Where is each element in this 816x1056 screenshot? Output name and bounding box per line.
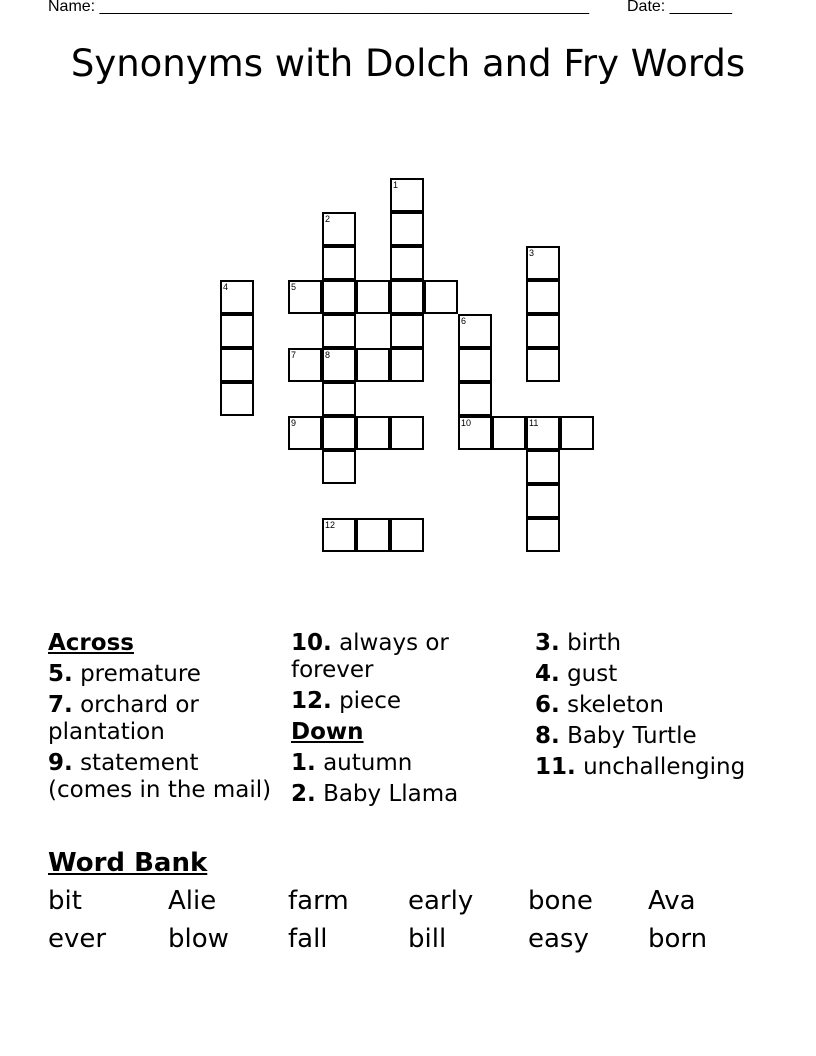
word-bank-item: Ava bbox=[648, 886, 696, 916]
name-field: Name: _______________________________________________________ bbox=[48, 0, 589, 15]
grid-cell[interactable] bbox=[526, 416, 560, 450]
grid-cell[interactable] bbox=[390, 314, 424, 348]
clue-text: orchard or plantation bbox=[48, 692, 199, 745]
grid-cell[interactable] bbox=[526, 484, 560, 518]
grid-cell[interactable] bbox=[322, 382, 356, 416]
grid-cell[interactable] bbox=[390, 348, 424, 382]
clue-text: statement (comes in the mail) bbox=[48, 750, 272, 803]
cell-number: 4 bbox=[223, 282, 229, 292]
clue-text: birth bbox=[567, 630, 622, 656]
cell-number: 2 bbox=[325, 214, 331, 224]
clue-across-9 bbox=[48, 750, 283, 804]
grid-cell[interactable] bbox=[356, 518, 390, 552]
clue-down-8 bbox=[535, 723, 785, 750]
clue-text: gust bbox=[567, 661, 618, 687]
clue-number: 2. bbox=[291, 781, 316, 807]
grid-cell[interactable] bbox=[288, 280, 322, 314]
clue-text: autumn bbox=[323, 750, 413, 776]
clues-column-3 bbox=[535, 630, 785, 785]
clue-number: 11. bbox=[535, 754, 576, 780]
word-bank-item: blow bbox=[168, 924, 229, 954]
clue-text: premature bbox=[80, 661, 201, 687]
grid-cell[interactable] bbox=[356, 348, 390, 382]
grid-cell[interactable] bbox=[322, 314, 356, 348]
grid-cell[interactable] bbox=[458, 348, 492, 382]
grid-cell[interactable] bbox=[526, 348, 560, 382]
clue-down-2 bbox=[291, 781, 526, 808]
clue-text: Baby Llama bbox=[323, 781, 459, 807]
clue-number: 12. bbox=[291, 688, 332, 714]
cell-number: 6 bbox=[461, 316, 467, 326]
grid-cell[interactable] bbox=[390, 178, 424, 212]
grid-cell[interactable] bbox=[390, 212, 424, 246]
grid-cell[interactable] bbox=[526, 518, 560, 552]
clue-number: 6. bbox=[535, 692, 560, 718]
clue-across-5 bbox=[48, 661, 283, 688]
date-field: Date: _______ bbox=[627, 0, 732, 15]
grid-cell[interactable] bbox=[458, 314, 492, 348]
word-bank-item: born bbox=[648, 924, 708, 954]
grid-cell[interactable] bbox=[288, 348, 322, 382]
grid-cell[interactable] bbox=[390, 518, 424, 552]
cell-number: 9 bbox=[291, 418, 297, 428]
cell-number: 10 bbox=[461, 418, 472, 428]
grid-cell[interactable] bbox=[220, 382, 254, 416]
grid-cell[interactable] bbox=[220, 348, 254, 382]
word-bank-item: bit bbox=[48, 886, 82, 916]
down-heading: Down bbox=[291, 719, 364, 745]
page-title: Synonyms with Dolch and Fry Words bbox=[70, 42, 746, 85]
word-bank-item: bone bbox=[528, 886, 593, 916]
word-bank-item: bill bbox=[408, 924, 447, 954]
grid-cell[interactable] bbox=[526, 314, 560, 348]
word-bank-item: fall bbox=[288, 924, 328, 954]
word-bank-item: Alie bbox=[168, 886, 217, 916]
clue-text: Baby Turtle bbox=[567, 723, 697, 749]
grid-cell[interactable] bbox=[390, 246, 424, 280]
grid-cell[interactable] bbox=[390, 416, 424, 450]
grid-cell[interactable] bbox=[322, 348, 356, 382]
grid-cell[interactable] bbox=[322, 212, 356, 246]
grid-cell[interactable] bbox=[322, 518, 356, 552]
grid-cell[interactable] bbox=[356, 280, 390, 314]
clue-across-10 bbox=[291, 630, 526, 684]
grid-cell[interactable] bbox=[526, 280, 560, 314]
clues-column-1 bbox=[48, 630, 283, 808]
clue-across-12 bbox=[291, 688, 526, 715]
across-heading: Across bbox=[48, 630, 134, 656]
clue-number: 1. bbox=[291, 750, 316, 776]
clue-number: 4. bbox=[535, 661, 560, 687]
word-bank-item: easy bbox=[528, 924, 589, 954]
grid-cell[interactable] bbox=[220, 280, 254, 314]
grid-cell[interactable] bbox=[492, 416, 526, 450]
cell-number: 5 bbox=[291, 282, 297, 292]
grid-cell[interactable] bbox=[322, 246, 356, 280]
grid-cell[interactable] bbox=[356, 416, 390, 450]
grid-cell[interactable] bbox=[526, 450, 560, 484]
clue-down-6 bbox=[535, 692, 785, 719]
grid-cell[interactable] bbox=[458, 382, 492, 416]
grid-cell[interactable] bbox=[220, 314, 254, 348]
grid-cell[interactable] bbox=[560, 416, 594, 450]
grid-cell[interactable] bbox=[424, 280, 458, 314]
clue-number: 5. bbox=[48, 661, 73, 687]
cell-number: 7 bbox=[291, 350, 297, 360]
grid-cell[interactable] bbox=[288, 416, 322, 450]
clue-number: 3. bbox=[535, 630, 560, 656]
clue-down-11 bbox=[535, 754, 785, 781]
word-bank-item: farm bbox=[288, 886, 349, 916]
grid-cell[interactable] bbox=[458, 416, 492, 450]
clue-across-7 bbox=[48, 692, 283, 746]
cell-number: 11 bbox=[529, 418, 539, 428]
clues-column-2 bbox=[291, 630, 526, 812]
word-bank-item: early bbox=[408, 886, 474, 916]
clue-down-3 bbox=[535, 630, 785, 657]
word-bank-title: Word Bank bbox=[48, 848, 208, 878]
clue-number: 10. bbox=[291, 630, 332, 656]
cell-number: 1 bbox=[393, 180, 399, 190]
clue-number: 9. bbox=[48, 750, 73, 776]
clue-text: always or forever bbox=[291, 630, 449, 683]
grid-cell[interactable] bbox=[526, 246, 560, 280]
clue-down-4 bbox=[535, 661, 785, 688]
cell-number: 8 bbox=[325, 350, 331, 360]
grid-cell[interactable] bbox=[322, 450, 356, 484]
clue-text: skeleton bbox=[567, 692, 664, 718]
grid-cell[interactable] bbox=[390, 280, 424, 314]
clue-text: piece bbox=[339, 688, 401, 714]
clue-down-1 bbox=[291, 750, 526, 777]
grid-cell[interactable] bbox=[322, 280, 356, 314]
cell-number: 3 bbox=[529, 248, 535, 258]
word-bank-item: ever bbox=[48, 924, 107, 954]
grid-cell[interactable] bbox=[322, 416, 356, 450]
clue-number: 8. bbox=[535, 723, 560, 749]
cell-number: 12 bbox=[325, 520, 336, 530]
clue-text: unchallenging bbox=[583, 754, 746, 780]
clue-number: 7. bbox=[48, 692, 73, 718]
